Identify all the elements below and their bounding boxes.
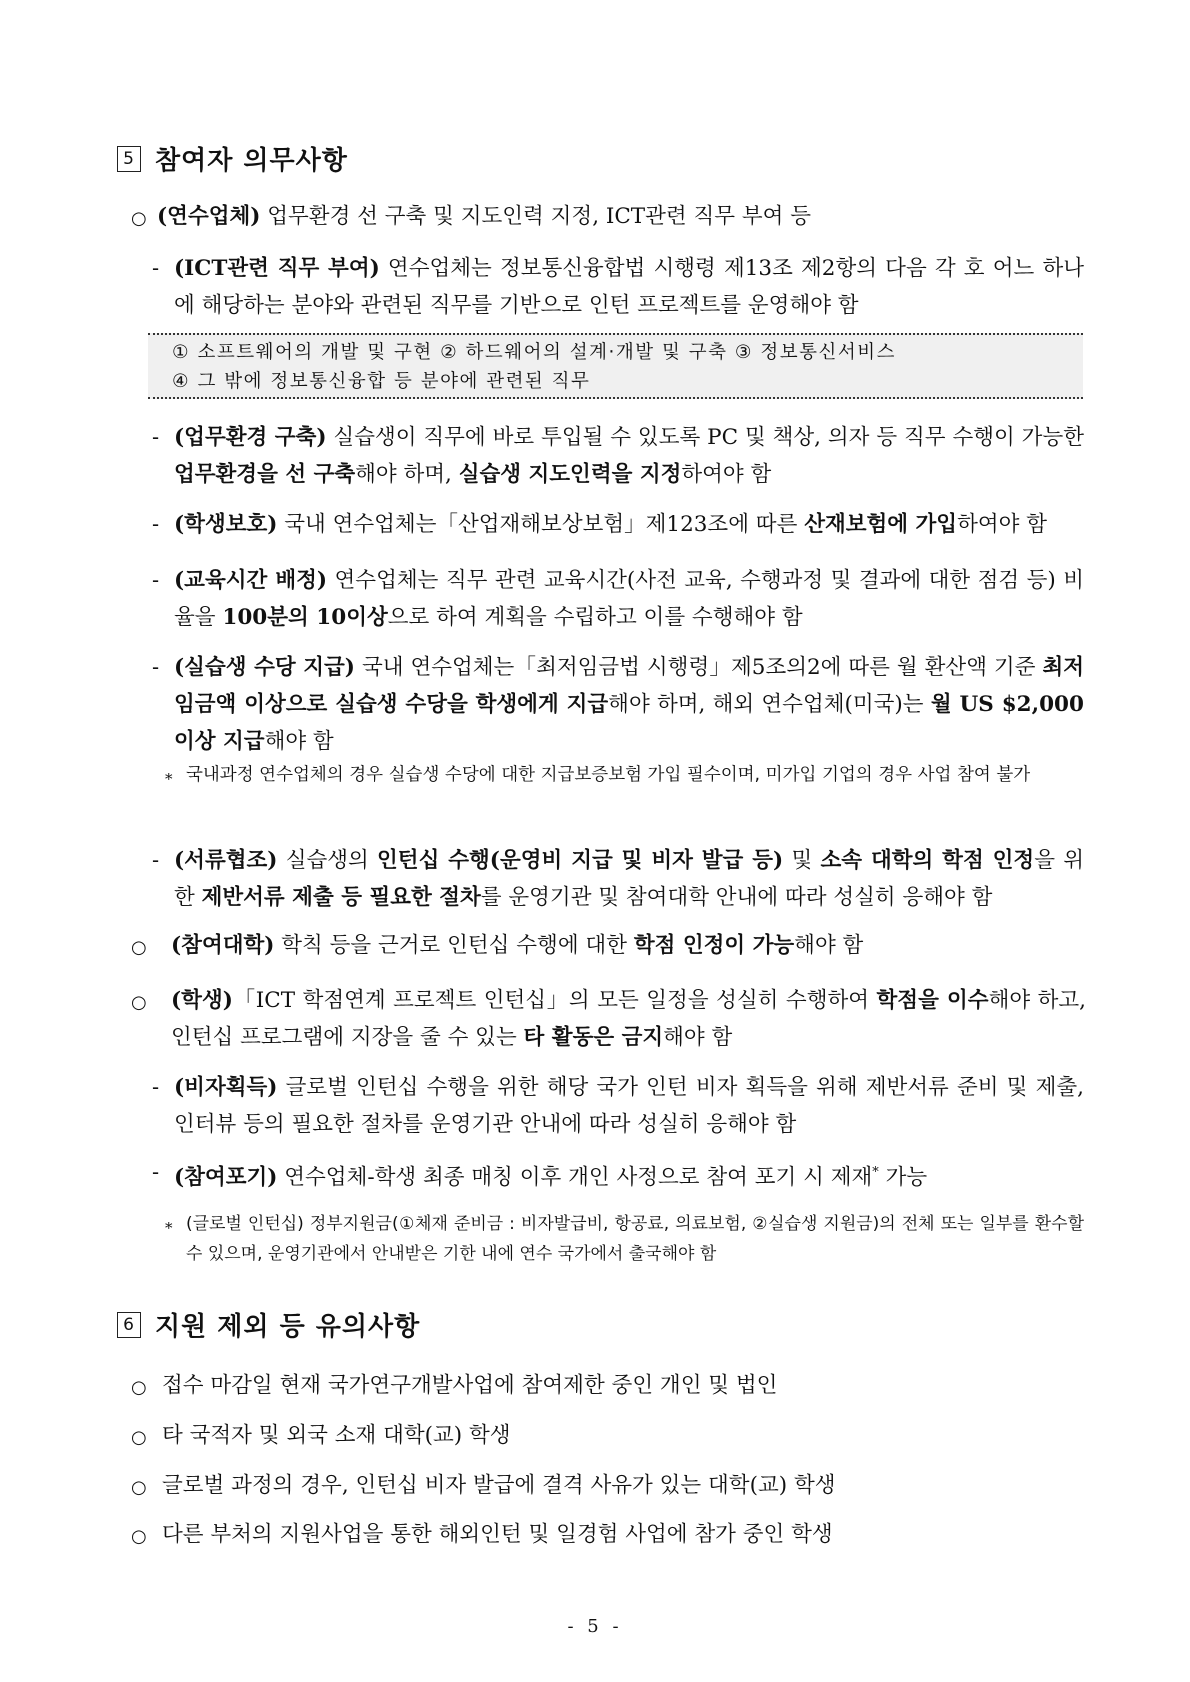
- paragraph-bold: 인턴십 수행(운영비 지급 및 비자 발급 등): [377, 848, 784, 873]
- paragraph-text: 「ICT 학점연계 프로젝트 인턴십」의 모든 일정을 성실히 수행하여: [232, 988, 877, 1013]
- paragraph-text: 를 운영기관 및 참여대학 안내에 따라 성실히 응해야 함: [480, 885, 993, 910]
- box-line-1: ① 소프트웨어의 개발 및 구현 ② 하드웨어의 설계·개발 및 구축 ③ 정보통신서비스: [172, 342, 896, 363]
- paragraph-lead: (참여포기): [174, 1165, 278, 1191]
- paragraph-lead: (참여대학): [171, 933, 275, 958]
- exclusion-item: 타 국적자 및 외국 소재 대학(교) 학생: [162, 1423, 511, 1448]
- paragraph-text: 국내 연수업체는「최저임금법 시행령」제5조의2에 따른 월 환산액 기준: [354, 655, 1043, 680]
- paragraph-text: 연수업체-학생 최종 매칭 이후 개인 사정으로 참여 포기 시 제재: [277, 1165, 873, 1191]
- paragraph-lead: (서류협조): [174, 848, 278, 873]
- section-number-box: 6: [117, 1312, 141, 1338]
- section-6-heading: [117, 1306, 420, 1343]
- bullet-dash: -: [152, 1075, 160, 1099]
- box-line-2: ④ 그 밖에 정보통신융합 등 분야에 관련된 직무: [172, 371, 591, 392]
- paragraph-bold: 타 활동은 금지: [523, 1025, 664, 1050]
- paragraph-text: 해야 하며, 해외 연수업체(미국)는: [608, 692, 931, 717]
- bullet-dash: -: [152, 568, 160, 592]
- paragraph-text: 으로 하여 계획을 수립하고 이를 수행해야 함: [387, 605, 803, 630]
- paragraph-bold: 학점을 이수: [876, 988, 989, 1013]
- allowance-paragraph: [174, 649, 1084, 760]
- section-number-box: 5: [117, 146, 141, 172]
- paragraph-text: 해야 함: [663, 1025, 733, 1050]
- footnote-star: *: [165, 770, 173, 788]
- paragraph-lead: (ICT관련 직무 부여): [174, 256, 380, 281]
- exclusion-item: 접수 마감일 현재 국가연구개발사업에 참여제한 중인 개인 및 법인: [162, 1373, 778, 1398]
- paragraph-text: 가능: [878, 1165, 928, 1191]
- bullet-dash: -: [152, 848, 160, 872]
- paragraph-bold: 실습생 지도인력을 지정: [458, 462, 682, 487]
- paragraph-text: 실습생이 직무에 바로 투입될 수 있도록 PC 및 책상, 의자 등 직무 수행이 가능한: [326, 425, 1084, 450]
- paragraph-lead: (학생): [171, 988, 233, 1013]
- paragraph-text: 해야 함: [794, 933, 864, 958]
- paragraph-bold: 학점 인정이 가능: [633, 933, 795, 958]
- paragraph-text: 해야 하며,: [355, 462, 459, 487]
- paragraph-text: 하여야 함: [957, 512, 1047, 537]
- paragraph-bold: 업무환경을 선 구축: [174, 462, 356, 487]
- paragraph-text: 국내 연수업체는「산업재해보상보험」제123조에 따른: [277, 512, 805, 537]
- paragraph-text: 하여야 함: [681, 462, 772, 487]
- paragraph-lead: (학생보호): [174, 512, 278, 537]
- paragraph-text: 및: [783, 848, 821, 873]
- bullet-circle: ○: [131, 937, 147, 958]
- document-cooperation-paragraph: [174, 842, 1084, 916]
- paragraph-bold: 100분의 10이상: [222, 605, 388, 630]
- paragraph-lead: (실습생 수당 지급): [174, 655, 355, 680]
- paragraph-lead: (연수업체): [157, 204, 261, 229]
- footnote-marker: *: [872, 1165, 879, 1180]
- bullet-dash: -: [152, 425, 160, 449]
- paragraph-bold: 소속 대학의 학점 인정: [820, 848, 1035, 873]
- page-number: - 5 -: [567, 1616, 623, 1637]
- ict-duty-paragraph: [174, 250, 1084, 324]
- paragraph-text: 업무환경 선 구축 및 지도인력 지정, ICT관련 직무 부여 등: [260, 204, 812, 229]
- student-protection-paragraph: [174, 506, 1104, 543]
- bullet-circle: ○: [131, 992, 147, 1013]
- paragraph-text: 연수업체는 직무 관련 교육시간(사전 교육, 수행과정 및 결과에 대한 점검 등) 비율을: [174, 568, 1084, 630]
- paragraph-bold: 제반서류 제출 등 필요한 절차: [201, 885, 481, 910]
- section-title: 참여자 의무사항: [155, 146, 348, 176]
- bullet-circle: ○: [131, 208, 147, 229]
- bullet-circle: ○: [131, 1427, 147, 1448]
- paragraph-text: 글로벌 인턴십 수행을 위한 해당 국가 인턴 비자 획득을 위해 제반서류 준비 및 제출, 인터뷰 등의 필요한 절차를 운영기관 안내에 따라 성실히 응해야 함: [174, 1075, 1084, 1137]
- bullet-dash: -: [152, 512, 160, 536]
- section-title: 지원 제외 등 유의사항: [155, 1312, 421, 1342]
- university-paragraph: [171, 927, 1086, 964]
- visa-paragraph: [174, 1069, 1084, 1143]
- paragraph-text: 실습생의: [277, 848, 378, 873]
- bullet-dash: -: [152, 256, 160, 280]
- education-time-paragraph: [174, 562, 1084, 636]
- paragraph-bold: 월 US $2,000 이상 지급: [174, 692, 1084, 754]
- paragraph-lead: (업무환경 구축): [174, 425, 327, 450]
- company-paragraph: [157, 198, 1087, 235]
- paragraph-lead: (비자획득): [174, 1075, 278, 1100]
- paragraph-text: 학칙 등을 근거로 인턴십 수행에 대한: [274, 933, 634, 958]
- ict-field-list-box: [148, 333, 1083, 399]
- exclusion-item: 글로벌 과정의 경우, 인턴십 비자 발급에 결격 사유가 있는 대학(교) 학생: [162, 1473, 836, 1498]
- student-paragraph: [171, 982, 1086, 1056]
- paragraph-lead: (교육시간 배정): [174, 568, 328, 593]
- bullet-dash: -: [152, 1160, 160, 1184]
- exclusion-item: 다른 부처의 지원사업을 통한 해외인턴 및 일경험 사업에 참가 중인 학생: [162, 1522, 833, 1547]
- bullet-circle: ○: [131, 1377, 147, 1398]
- work-environment-paragraph: [174, 419, 1084, 493]
- paragraph-text: 을 위한: [174, 848, 1084, 910]
- withdrawal-footnote: (글로벌 인턴십) 정부지원금(①체재 준비금 : 비자발급비, 항공료, 의료보험, ②실습생 지원금)의 전체 또는 일부를 환수할 수 있으며, 운영기관에서 안내받은 기한 내에 연수 국가에서 출국해야 함: [186, 1214, 1084, 1264]
- paragraph-bold: 산재보험에 가입: [804, 512, 958, 537]
- paragraph-text: 연수업체는 정보통신융합법 시행령 제13조 제2항의 다음 각 호 어느 하나에 해당하는 분야와 관련된 직무를 기반으로 인턴 프로젝트를 운영해야 함: [174, 256, 1084, 318]
- allowance-footnote: 국내과정 연수업체의 경우 실습생 수당에 대한 지급보증보험 가입 필수이며, 미가입 기업의 경우 사업 참여 불가: [186, 765, 1031, 785]
- withdrawal-paragraph: [174, 1154, 1084, 1196]
- paragraph-bold: 최저임금액 이상으로 실습생 수당을 학생에게 지급: [174, 655, 1084, 717]
- paragraph-text: 해야 하고, 인턴십 프로그램에 지장을 줄 수 있는: [171, 988, 1086, 1050]
- section-5-heading: [117, 140, 348, 177]
- paragraph-text: 해야 함: [264, 729, 334, 754]
- bullet-dash: -: [152, 655, 160, 679]
- footnote-star: *: [165, 1219, 173, 1237]
- bullet-circle: ○: [131, 1477, 147, 1498]
- bullet-circle: ○: [131, 1526, 147, 1547]
